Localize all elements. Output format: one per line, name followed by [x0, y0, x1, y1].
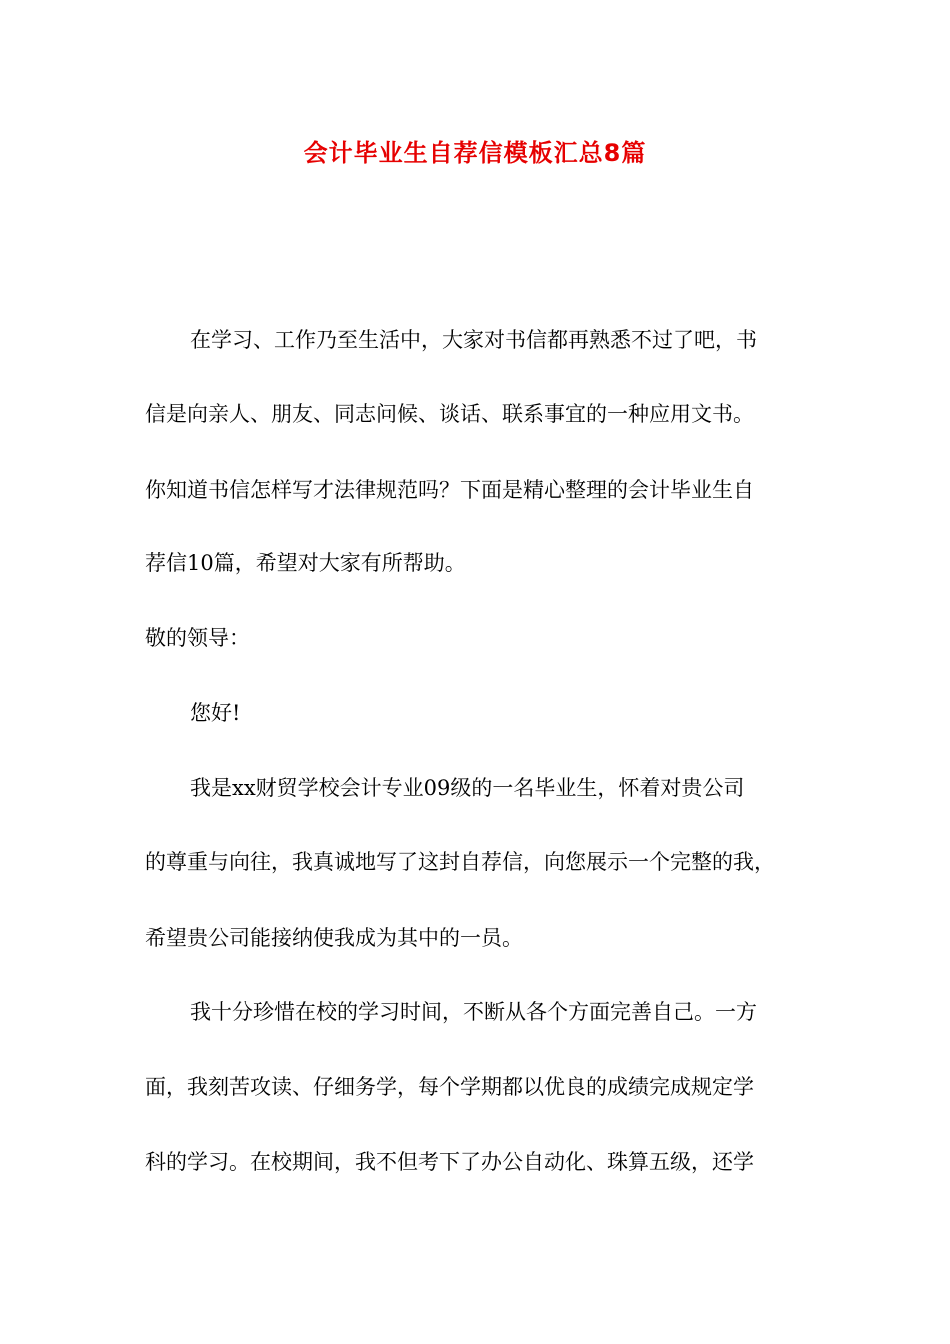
paragraph-line: 在学习、工作乃至生活中，大家对书信都再熟悉不过了吧，书 — [190, 328, 757, 352]
salutation: 敬的领导： — [145, 626, 250, 650]
paragraph-line: 我是xx财贸学校会计专业09级的一名毕业生，怀着对贵公司 — [190, 776, 745, 800]
paragraph-line: 我十分珍惜在校的学习时间，不断从各个方面完善自己。一方 — [190, 1000, 757, 1024]
paragraph-line: 荐信10篇，希望对大家有所帮助。 — [145, 551, 466, 575]
paragraph-line: 面，我刻苦攻读、仔细务学，每个学期都以优良的成绩完成规定学 — [145, 1075, 754, 1099]
paragraph-line: 希望贵公司能接纳使我成为其中的一员。 — [145, 926, 523, 950]
document-title: 会计毕业生自荐信模板汇总8篇 — [303, 139, 647, 167]
paragraph-line: 信是向亲人、朋友、同志问候、谈话、联系事宜的一种应用文书。 — [145, 402, 754, 426]
paragraph-line: 的尊重与向往，我真诚地写了这封自荐信，向您展示一个完整的我， — [145, 850, 775, 874]
greeting: 您好! — [190, 701, 241, 725]
paragraph-line: 你知道书信怎样写才法律规范吗？下面是精心整理的会计毕业生自 — [145, 478, 754, 502]
paragraph-line: 科的学习。在校期间，我不但考下了办公自动化、珠算五级，还学 — [145, 1150, 754, 1174]
